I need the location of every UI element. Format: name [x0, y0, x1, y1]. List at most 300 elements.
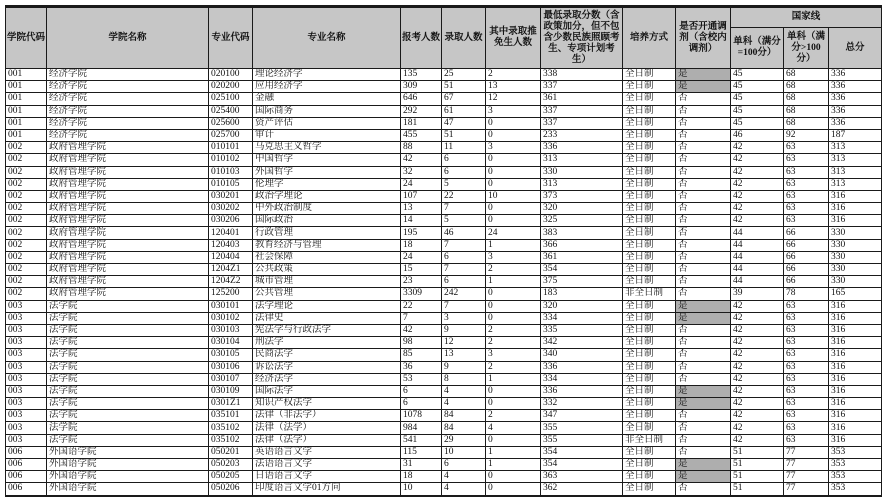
cell-college-name: 政府管理学院: [47, 239, 209, 251]
cell-exempt-admitted: 3: [486, 349, 541, 361]
cell-transfer-open: 是: [676, 471, 731, 483]
cell-college-name: 经济学院: [47, 93, 209, 105]
cell-major-code: 1204Z2: [209, 276, 253, 288]
cell-transfer-open: 否: [676, 178, 731, 190]
cell-study-mode: 全日制: [623, 385, 676, 397]
cell-major-code: 010101: [209, 142, 253, 154]
cell-total-score: 316: [829, 349, 882, 361]
cell-college-code: 003: [6, 385, 47, 397]
cell-major-name: 法语语言文学: [253, 459, 401, 471]
cell-major-name: 外国哲学: [253, 166, 401, 178]
cell-total-score: 316: [829, 410, 882, 422]
cell-total-score: 316: [829, 385, 882, 397]
cell-study-mode: 全日制: [623, 446, 676, 458]
cell-transfer-open: 否: [676, 264, 731, 276]
header-single-gt100: 单科（满分>100分）: [784, 28, 829, 69]
cell-transfer-open: 否: [676, 203, 731, 215]
cell-transfer-open: 否: [676, 239, 731, 251]
cell-min-score: 338: [541, 69, 623, 81]
cell-college-code: 003: [6, 410, 47, 422]
cell-college-code: 003: [6, 349, 47, 361]
cell-single-100: 42: [731, 203, 784, 215]
cell-admitted: 6: [442, 276, 486, 288]
header-applicants: 报考人数: [401, 7, 442, 69]
cell-total-score: 316: [829, 337, 882, 349]
cell-total-score: 353: [829, 446, 882, 458]
cell-major-name: 日语语言文学: [253, 471, 401, 483]
cell-exempt-admitted: 1: [486, 446, 541, 458]
cell-major-name: 法律（法学）: [253, 422, 401, 434]
cell-study-mode: 全日制: [623, 422, 676, 434]
table-row: [6, 300, 882, 312]
cell-admitted: 22: [442, 190, 486, 202]
cell-major-name: 理论经济学: [253, 69, 401, 81]
cell-min-score: 342: [541, 337, 623, 349]
cell-major-name: 中外政治制度: [253, 203, 401, 215]
cell-study-mode: 全日制: [623, 190, 676, 202]
cell-transfer-open: 否: [676, 105, 731, 117]
cell-major-name: 审计: [253, 129, 401, 141]
cell-admitted: 9: [442, 361, 486, 373]
cell-single-100: 42: [731, 166, 784, 178]
cell-college-code: 002: [6, 142, 47, 154]
header-college-code: 学院代码: [6, 7, 47, 69]
cell-exempt-admitted: 1: [486, 459, 541, 471]
cell-transfer-open: 否: [676, 215, 731, 227]
cell-min-score: 183: [541, 288, 623, 300]
cell-single-gt100: 63: [784, 337, 829, 349]
cell-admitted: 5: [442, 178, 486, 190]
cell-min-score: 363: [541, 471, 623, 483]
cell-admitted: 4: [442, 398, 486, 410]
cell-admitted: 6: [442, 251, 486, 263]
cell-applicants: 85: [401, 349, 442, 361]
cell-admitted: 5: [442, 215, 486, 227]
cell-min-score: 347: [541, 410, 623, 422]
cell-major-name: 英语语言文学: [253, 446, 401, 458]
cell-single-gt100: 63: [784, 215, 829, 227]
cell-single-gt100: 77: [784, 459, 829, 471]
cell-single-100: 42: [731, 434, 784, 446]
cell-transfer-open: 是: [676, 300, 731, 312]
cell-transfer-open: 否: [676, 434, 731, 446]
cell-college-name: 法学院: [47, 324, 209, 336]
table-row: [6, 434, 882, 446]
cell-exempt-admitted: 24: [486, 227, 541, 239]
cell-exempt-admitted: 0: [486, 203, 541, 215]
cell-major-code: 125200: [209, 288, 253, 300]
cell-major-code: 010103: [209, 166, 253, 178]
cell-exempt-admitted: 0: [486, 215, 541, 227]
cell-exempt-admitted: 2: [486, 264, 541, 276]
cell-major-name: 知识产权法学: [253, 398, 401, 410]
cell-applicants: 42: [401, 154, 442, 166]
table-row: [6, 154, 882, 166]
cell-exempt-admitted: 4: [486, 422, 541, 434]
cell-total-score: 336: [829, 93, 882, 105]
cell-exempt-admitted: 0: [486, 117, 541, 129]
cell-total-score: 336: [829, 105, 882, 117]
cell-single-100: 51: [731, 459, 784, 471]
cell-applicants: 24: [401, 251, 442, 263]
cell-major-code: 025100: [209, 93, 253, 105]
cell-study-mode: 非全日制: [623, 434, 676, 446]
cell-total-score: 353: [829, 459, 882, 471]
cell-admitted: 67: [442, 93, 486, 105]
cell-applicants: 10: [401, 483, 442, 496]
cell-total-score: 316: [829, 215, 882, 227]
cell-admitted: 9: [442, 324, 486, 336]
cell-exempt-admitted: 0: [486, 398, 541, 410]
cell-transfer-open: 否: [676, 142, 731, 154]
cell-min-score: 355: [541, 434, 623, 446]
cell-single-gt100: 63: [784, 300, 829, 312]
cell-single-100: 46: [731, 129, 784, 141]
cell-college-code: 002: [6, 251, 47, 263]
table-row: [6, 142, 882, 154]
cell-min-score: 320: [541, 203, 623, 215]
cell-major-code: 030106: [209, 361, 253, 373]
cell-study-mode: 全日制: [623, 239, 676, 251]
cell-college-name: 政府管理学院: [47, 276, 209, 288]
cell-min-score: 233: [541, 129, 623, 141]
cell-admitted: 6: [442, 154, 486, 166]
cell-admitted: 46: [442, 227, 486, 239]
cell-college-name: 法学院: [47, 385, 209, 397]
table-row: [6, 264, 882, 276]
cell-exempt-admitted: 0: [486, 483, 541, 496]
cell-college-code: 002: [6, 190, 47, 202]
table-row: [6, 312, 882, 324]
cell-college-code: 002: [6, 178, 47, 190]
cell-study-mode: 全日制: [623, 483, 676, 496]
cell-major-name: 城市管理: [253, 276, 401, 288]
cell-total-score: 313: [829, 142, 882, 154]
cell-total-score: 336: [829, 117, 882, 129]
cell-single-100: 42: [731, 312, 784, 324]
cell-min-score: 335: [541, 324, 623, 336]
cell-single-gt100: 68: [784, 69, 829, 81]
cell-college-name: 政府管理学院: [47, 154, 209, 166]
cell-college-code: 002: [6, 154, 47, 166]
table-row: [6, 93, 882, 105]
cell-transfer-open: 否: [676, 166, 731, 178]
cell-exempt-admitted: 0: [486, 166, 541, 178]
cell-admitted: 4: [442, 385, 486, 397]
cell-major-code: 050206: [209, 483, 253, 496]
cell-single-gt100: 63: [784, 178, 829, 190]
header-major-code: 专业代码: [209, 7, 253, 69]
cell-major-name: 民商法学: [253, 349, 401, 361]
table-row: [6, 129, 882, 141]
cell-applicants: 6: [401, 398, 442, 410]
cell-college-name: 政府管理学院: [47, 142, 209, 154]
cell-college-code: 003: [6, 373, 47, 385]
cell-transfer-open: 否: [676, 129, 731, 141]
cell-single-gt100: 63: [784, 154, 829, 166]
cell-single-100: 44: [731, 251, 784, 263]
cell-min-score: 334: [541, 373, 623, 385]
cell-single-100: 45: [731, 117, 784, 129]
cell-study-mode: 全日制: [623, 373, 676, 385]
cell-admitted: 7: [442, 264, 486, 276]
admissions-table: [5, 5, 882, 497]
cell-major-name: 公共管理: [253, 288, 401, 300]
cell-admitted: 6: [442, 166, 486, 178]
cell-major-name: 资产评估: [253, 117, 401, 129]
cell-college-name: 法学院: [47, 349, 209, 361]
header-total-score: 总分: [829, 28, 882, 69]
cell-college-code: 003: [6, 300, 47, 312]
cell-college-code: 001: [6, 81, 47, 93]
cell-transfer-open: 是: [676, 69, 731, 81]
cell-college-code: 003: [6, 361, 47, 373]
cell-transfer-open: 否: [676, 117, 731, 129]
cell-study-mode: 全日制: [623, 410, 676, 422]
cell-applicants: 309: [401, 81, 442, 93]
cell-study-mode: 全日制: [623, 93, 676, 105]
cell-college-code: 001: [6, 69, 47, 81]
cell-min-score: 313: [541, 154, 623, 166]
cell-study-mode: 全日制: [623, 203, 676, 215]
cell-single-100: 42: [731, 300, 784, 312]
cell-min-score: 362: [541, 483, 623, 496]
cell-major-code: 010105: [209, 178, 253, 190]
cell-college-name: 政府管理学院: [47, 190, 209, 202]
cell-study-mode: 全日制: [623, 117, 676, 129]
cell-college-name: 政府管理学院: [47, 251, 209, 263]
cell-applicants: 292: [401, 105, 442, 117]
cell-transfer-open: 否: [676, 288, 731, 300]
table-row: [6, 459, 882, 471]
cell-major-code: 1204Z1: [209, 264, 253, 276]
cell-single-gt100: 63: [784, 373, 829, 385]
cell-total-score: 165: [829, 288, 882, 300]
table-row: [6, 361, 882, 373]
cell-college-code: 002: [6, 166, 47, 178]
cell-transfer-open: 否: [676, 422, 731, 434]
cell-applicants: 13: [401, 203, 442, 215]
cell-major-code: 030107: [209, 373, 253, 385]
cell-single-100: 51: [731, 471, 784, 483]
cell-single-gt100: 63: [784, 385, 829, 397]
cell-applicants: 98: [401, 337, 442, 349]
cell-major-code: 035102: [209, 434, 253, 446]
cell-single-100: 42: [731, 215, 784, 227]
table-row: [6, 471, 882, 483]
cell-college-name: 政府管理学院: [47, 215, 209, 227]
cell-major-name: 经济法学: [253, 373, 401, 385]
cell-college-name: 法学院: [47, 312, 209, 324]
cell-study-mode: 全日制: [623, 215, 676, 227]
cell-exempt-admitted: 2: [486, 361, 541, 373]
admissions-table-sheet: [5, 5, 882, 497]
cell-min-score: 361: [541, 93, 623, 105]
cell-total-score: 316: [829, 361, 882, 373]
cell-single-100: 44: [731, 276, 784, 288]
cell-min-score: 375: [541, 276, 623, 288]
cell-min-score: 337: [541, 81, 623, 93]
cell-college-name: 法学院: [47, 398, 209, 410]
cell-single-gt100: 68: [784, 81, 829, 93]
cell-major-name: 中国哲学: [253, 154, 401, 166]
cell-total-score: 313: [829, 166, 882, 178]
cell-college-name: 法学院: [47, 337, 209, 349]
cell-total-score: 316: [829, 300, 882, 312]
cell-study-mode: 全日制: [623, 459, 676, 471]
cell-study-mode: 全日制: [623, 398, 676, 410]
cell-college-name: 法学院: [47, 422, 209, 434]
cell-single-100: 45: [731, 81, 784, 93]
table-row: [6, 251, 882, 263]
cell-study-mode: 全日制: [623, 142, 676, 154]
cell-single-100: 42: [731, 154, 784, 166]
cell-single-gt100: 68: [784, 105, 829, 117]
cell-total-score: 316: [829, 190, 882, 202]
cell-total-score: 330: [829, 251, 882, 263]
table-row: [6, 215, 882, 227]
cell-applicants: 107: [401, 190, 442, 202]
cell-min-score: 383: [541, 227, 623, 239]
cell-single-100: 42: [731, 190, 784, 202]
cell-exempt-admitted: 1: [486, 373, 541, 385]
cell-total-score: 330: [829, 276, 882, 288]
table-row: [6, 349, 882, 361]
cell-admitted: 6: [442, 459, 486, 471]
cell-college-code: 003: [6, 434, 47, 446]
cell-applicants: 23: [401, 276, 442, 288]
cell-admitted: 242: [442, 288, 486, 300]
cell-single-gt100: 77: [784, 483, 829, 496]
cell-single-gt100: 66: [784, 239, 829, 251]
cell-major-code: 035101: [209, 410, 253, 422]
cell-single-gt100: 68: [784, 93, 829, 105]
cell-major-name: 金融: [253, 93, 401, 105]
cell-exempt-admitted: 0: [486, 154, 541, 166]
cell-major-name: 法律（非法学）: [253, 410, 401, 422]
cell-transfer-open: 是: [676, 312, 731, 324]
cell-exempt-admitted: 0: [486, 178, 541, 190]
cell-applicants: 3309: [401, 288, 442, 300]
cell-applicants: 115: [401, 446, 442, 458]
cell-applicants: 22: [401, 300, 442, 312]
cell-total-score: 313: [829, 154, 882, 166]
cell-single-gt100: 63: [784, 312, 829, 324]
cell-exempt-admitted: 0: [486, 385, 541, 397]
cell-applicants: 1078: [401, 410, 442, 422]
cell-min-score: 336: [541, 361, 623, 373]
cell-transfer-open: 是: [676, 385, 731, 397]
cell-admitted: 51: [442, 81, 486, 93]
cell-college-name: 外国语学院: [47, 459, 209, 471]
table-row: [6, 117, 882, 129]
cell-college-name: 经济学院: [47, 69, 209, 81]
cell-major-code: 025400: [209, 105, 253, 117]
cell-college-code: 006: [6, 459, 47, 471]
cell-college-name: 法学院: [47, 300, 209, 312]
cell-study-mode: 全日制: [623, 349, 676, 361]
cell-college-code: 002: [6, 288, 47, 300]
cell-admitted: 47: [442, 117, 486, 129]
cell-transfer-open: 是: [676, 459, 731, 471]
cell-college-name: 外国语学院: [47, 446, 209, 458]
table-row: [6, 337, 882, 349]
cell-transfer-open: 否: [676, 154, 731, 166]
cell-admitted: 51: [442, 129, 486, 141]
cell-single-100: 42: [731, 142, 784, 154]
table-row: [6, 239, 882, 251]
cell-study-mode: 全日制: [623, 81, 676, 93]
cell-study-mode: 全日制: [623, 251, 676, 263]
cell-college-code: 006: [6, 446, 47, 458]
cell-major-code: 030109: [209, 385, 253, 397]
cell-transfer-open: 否: [676, 93, 731, 105]
cell-major-code: 030101: [209, 300, 253, 312]
cell-total-score: 336: [829, 81, 882, 93]
cell-transfer-open: 是: [676, 398, 731, 410]
cell-admitted: 3: [442, 312, 486, 324]
cell-college-code: 002: [6, 276, 47, 288]
cell-college-code: 003: [6, 398, 47, 410]
cell-college-name: 法学院: [47, 373, 209, 385]
cell-study-mode: 全日制: [623, 324, 676, 336]
cell-major-name: 伦理学: [253, 178, 401, 190]
cell-major-name: 宪法学与行政法学: [253, 324, 401, 336]
cell-single-gt100: 63: [784, 203, 829, 215]
table-row: [6, 398, 882, 410]
cell-total-score: 316: [829, 422, 882, 434]
cell-applicants: 36: [401, 361, 442, 373]
cell-transfer-open: 否: [676, 190, 731, 202]
table-row: [6, 276, 882, 288]
cell-admitted: 11: [442, 142, 486, 154]
cell-transfer-open: 否: [676, 361, 731, 373]
cell-single-100: 42: [731, 385, 784, 397]
cell-min-score: 354: [541, 264, 623, 276]
cell-single-gt100: 66: [784, 227, 829, 239]
cell-major-code: 0301Z1: [209, 398, 253, 410]
cell-major-code: 050203: [209, 459, 253, 471]
cell-study-mode: 全日制: [623, 154, 676, 166]
cell-admitted: 12: [442, 337, 486, 349]
cell-min-score: 325: [541, 215, 623, 227]
cell-exempt-admitted: 1: [486, 239, 541, 251]
table-row: [6, 227, 882, 239]
cell-single-gt100: 63: [784, 190, 829, 202]
cell-college-code: 002: [6, 203, 47, 215]
cell-single-100: 42: [731, 361, 784, 373]
cell-applicants: 541: [401, 434, 442, 446]
table-row: [6, 410, 882, 422]
cell-total-score: 316: [829, 324, 882, 336]
cell-applicants: 15: [401, 264, 442, 276]
cell-single-gt100: 63: [784, 398, 829, 410]
cell-college-code: 002: [6, 227, 47, 239]
cell-college-code: 003: [6, 422, 47, 434]
cell-single-gt100: 92: [784, 129, 829, 141]
cell-major-name: 国际商务: [253, 105, 401, 117]
cell-major-name: 社会保障: [253, 251, 401, 263]
cell-college-code: 002: [6, 215, 47, 227]
table-row: [6, 166, 882, 178]
cell-applicants: 646: [401, 93, 442, 105]
cell-study-mode: 全日制: [623, 276, 676, 288]
cell-transfer-open: 否: [676, 483, 731, 496]
cell-min-score: 340: [541, 349, 623, 361]
cell-single-gt100: 63: [784, 422, 829, 434]
cell-min-score: 366: [541, 239, 623, 251]
table-row: [6, 105, 882, 117]
